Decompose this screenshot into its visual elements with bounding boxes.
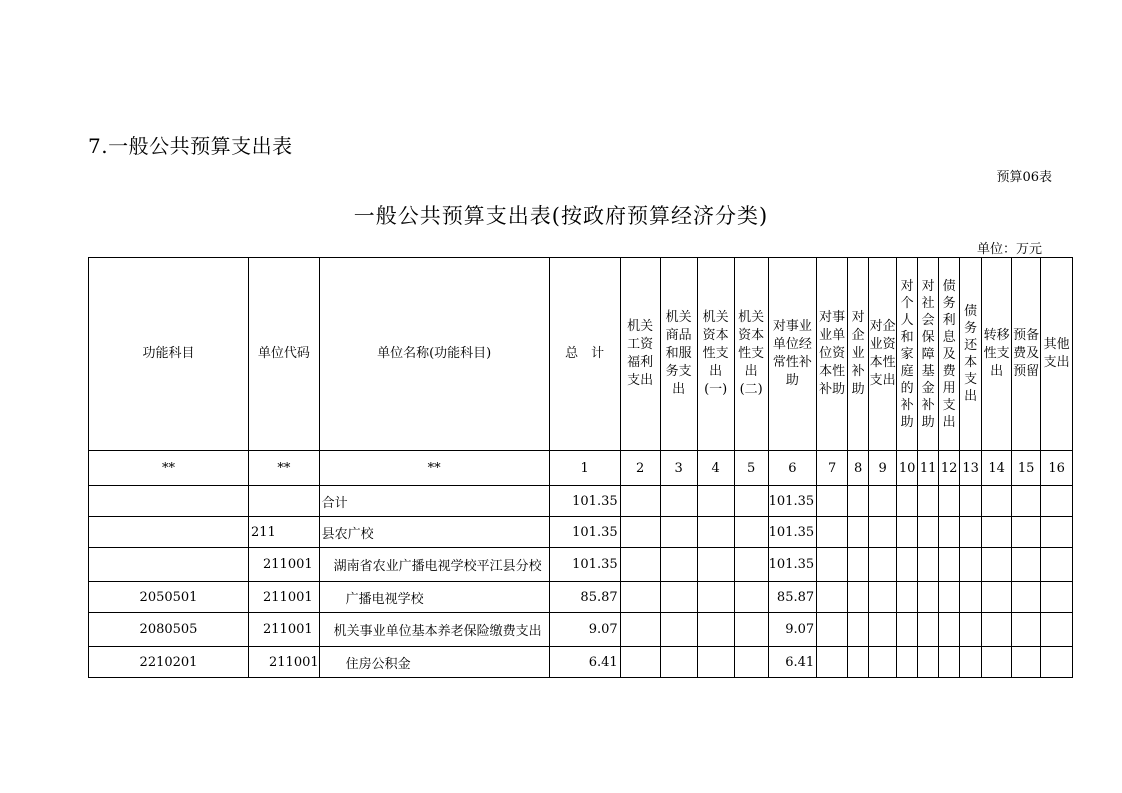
subsidy-cell: 85.87: [768, 582, 817, 613]
header-label-line: 助: [851, 382, 865, 397]
subsidy-cell: 101.35: [768, 517, 817, 548]
header-cell: [897, 258, 918, 451]
header-label-line: 出: [964, 389, 978, 404]
subsidy-cell: 6.41: [768, 647, 817, 678]
header-label-line: 费及: [1013, 346, 1040, 361]
table-row: [89, 613, 1073, 647]
total-cell: 85.87: [549, 582, 620, 613]
index-cell: 10: [897, 451, 918, 486]
header-cell: [249, 258, 320, 451]
header-cell: [960, 258, 982, 451]
index-cell: 14: [982, 451, 1012, 486]
index-cell: 4: [697, 451, 734, 486]
header-cell: [982, 258, 1012, 451]
header-label-line: 支: [964, 372, 978, 387]
header-label-line: 用: [942, 380, 956, 396]
index-cell: 5: [734, 451, 768, 486]
header-cell: [319, 258, 549, 451]
header-label-line: 业资: [869, 337, 896, 352]
header-label-line: 障: [921, 346, 935, 362]
header-label-line: 商品: [665, 328, 692, 343]
header-cell: [768, 258, 817, 451]
table-row: [89, 647, 1073, 678]
header-label-line: 对: [921, 278, 935, 294]
header-label-line: 机关: [702, 310, 729, 325]
header-label-line: 务: [942, 295, 956, 311]
total-cell: 6.41: [549, 647, 620, 678]
header-cell: [734, 258, 768, 451]
header-label-line: 个: [900, 295, 914, 311]
index-cell: 3: [660, 451, 697, 486]
header-label-line: 务: [964, 321, 978, 336]
index-cell: 11: [918, 451, 939, 486]
header-label-line: 金: [921, 380, 935, 396]
header-label-line: 出: [744, 364, 758, 379]
header-label-line: (二): [739, 382, 763, 397]
header-cell: [89, 258, 249, 451]
header-label-line: 会: [921, 312, 935, 328]
header-cell: [918, 258, 939, 451]
unit-code-cell: 211001: [249, 613, 320, 647]
unit-code-cell: 211001: [249, 647, 320, 678]
header-label-line: 单位名称(功能科目): [377, 346, 492, 361]
header-label-line: 本性: [819, 364, 846, 379]
header-label-line: 社: [921, 295, 935, 311]
header-label-line: 债: [964, 304, 978, 319]
index-cell: 2: [620, 451, 660, 486]
header-cell: [1012, 258, 1041, 451]
header-label-line: 助: [921, 414, 935, 430]
unit-code-cell: [249, 486, 320, 517]
total-cell: 101.35: [549, 517, 620, 548]
header-label-line: 性支: [738, 346, 765, 361]
func-code-cell: 2050501: [89, 582, 249, 613]
header-label-line: 补: [921, 397, 935, 413]
header-label-line: 本: [964, 355, 978, 370]
header-label-line: 工资: [627, 337, 654, 352]
func-code-cell: 2080505: [89, 613, 249, 647]
expenditure-table: [88, 257, 1073, 678]
index-cell: 8: [848, 451, 869, 486]
header-label-line: 务支: [665, 364, 692, 379]
table-row: [89, 582, 1073, 613]
subsidy-cell: 9.07: [768, 613, 817, 647]
header-cell: [1041, 258, 1073, 451]
header-label-line: 企: [851, 328, 865, 343]
header-label-line: 其他: [1043, 337, 1070, 352]
index-cell: 6: [768, 451, 817, 486]
header-label-line: 业单: [819, 328, 846, 343]
header-label-line: 助: [900, 414, 914, 430]
header-label-line: 基: [921, 363, 935, 379]
header-label-line: 对: [851, 310, 865, 325]
func-code-cell: 2210201: [89, 647, 249, 678]
header-label-line: 出: [990, 364, 1004, 379]
func-code-cell: [89, 517, 249, 548]
unit-name-cell: 合计: [319, 486, 549, 517]
index-cell: **: [89, 451, 249, 486]
unit-name-cell: 住房公积金: [319, 647, 549, 678]
header-label-line: 利: [942, 312, 956, 328]
header-label-line: 息: [942, 329, 956, 345]
header-label-line: 总 计: [565, 346, 605, 361]
header-label-line: 预备: [1013, 328, 1040, 343]
header-label-line: 常性补: [772, 355, 812, 370]
unit-code-cell: 211001: [249, 548, 320, 582]
header-label-line: 助: [785, 373, 799, 388]
header-label-line: 功能科目: [142, 346, 195, 361]
header-label-line: 对企: [869, 319, 896, 334]
table-number: 预算06表: [996, 170, 1052, 185]
unit-name-cell: 广播电视学校: [319, 582, 549, 613]
header-cell: [660, 258, 697, 451]
header-label-line: 对: [900, 278, 914, 294]
header-label-line: 出: [942, 414, 956, 430]
header-label-line: 机关: [665, 310, 692, 325]
index-cell: 15: [1012, 451, 1041, 486]
header-label-line: 还: [964, 338, 978, 353]
table-title: 一般公共预算支出表(按政府预算经济分类): [353, 204, 769, 228]
header-label-line: 转移: [983, 328, 1010, 343]
subsidy-cell: 101.35: [768, 548, 817, 582]
subsidy-cell: 101.35: [768, 486, 817, 517]
table-row: [89, 486, 1073, 517]
header-label-line: 机关: [627, 319, 654, 334]
header-label-line: 债: [942, 278, 956, 294]
unit-code-cell: 211: [249, 517, 320, 548]
header-label-line: 费: [942, 363, 956, 379]
total-cell: 101.35: [549, 486, 620, 517]
header-label-line: 单位经: [772, 337, 812, 352]
index-cell: **: [319, 451, 549, 486]
header-label-line: 出: [672, 382, 686, 397]
header-label-line: 单位代码: [257, 346, 310, 361]
index-cell: 9: [869, 451, 897, 486]
header-label-line: 家: [900, 346, 914, 362]
header-label-line: (一): [704, 382, 728, 397]
index-cell: **: [249, 451, 320, 486]
func-code-cell: [89, 548, 249, 582]
header-label-line: 机关: [738, 310, 765, 325]
header-label-line: 支出: [627, 373, 654, 388]
header-label-line: 补: [900, 397, 914, 413]
header-label-line: 和服: [665, 346, 692, 361]
index-cell: 1: [549, 451, 620, 486]
header-cell: [697, 258, 734, 451]
unit-name-cell: 县农广校: [319, 517, 549, 548]
index-cell: 12: [939, 451, 960, 486]
header-label-line: 本性: [869, 355, 896, 370]
header-label-line: 庭: [900, 363, 914, 379]
header-label-line: 保: [921, 329, 935, 345]
page-heading: 7.一般公共预算支出表: [88, 134, 293, 158]
index-cell: 13: [960, 451, 982, 486]
unit-name-cell: 湖南省农业广播电视学校平江县分校: [319, 548, 549, 582]
header-label-line: 对事: [819, 310, 846, 325]
header-label-line: 资本: [738, 328, 765, 343]
header-label-line: 福利: [627, 355, 654, 370]
header-label-line: 的: [900, 380, 914, 396]
index-cell: 16: [1041, 451, 1073, 486]
table-row: [89, 548, 1073, 582]
header-cell: [549, 258, 620, 451]
func-code-cell: [89, 486, 249, 517]
header-label-line: 出: [709, 364, 723, 379]
table-row: [89, 517, 1073, 548]
unit-code-cell: 211001: [249, 582, 320, 613]
total-cell: 9.07: [549, 613, 620, 647]
header-cell: [817, 258, 848, 451]
header-row: [89, 258, 1073, 451]
unit-name-cell: 机关事业单位基本养老保险缴费支出: [319, 613, 549, 647]
header-label-line: 对事业: [772, 319, 812, 334]
header-label-line: 支出: [1043, 355, 1070, 370]
header-label-line: 性支: [702, 346, 729, 361]
header-label-line: 支: [942, 397, 956, 413]
header-label-line: 支出: [869, 373, 896, 388]
header-label-line: 补: [851, 364, 865, 379]
header-cell: [869, 258, 897, 451]
header-label-line: 预留: [1013, 364, 1040, 379]
unit-label: 单位：万元: [976, 242, 1042, 257]
header-label-line: 及: [942, 346, 956, 362]
header-cell: [620, 258, 660, 451]
header-label-line: 补助: [819, 382, 846, 397]
header-label-line: 人: [900, 312, 914, 328]
index-cell: 7: [817, 451, 848, 486]
total-cell: 101.35: [549, 548, 620, 582]
header-label-line: 位资: [819, 346, 846, 361]
header-label-line: 业: [851, 346, 865, 361]
header-label-line: 性支: [983, 346, 1010, 361]
header-cell: [848, 258, 869, 451]
index-row: [89, 451, 1073, 486]
header-label-line: 资本: [702, 328, 729, 343]
header-label-line: 和: [900, 329, 914, 345]
header-cell: [939, 258, 960, 451]
